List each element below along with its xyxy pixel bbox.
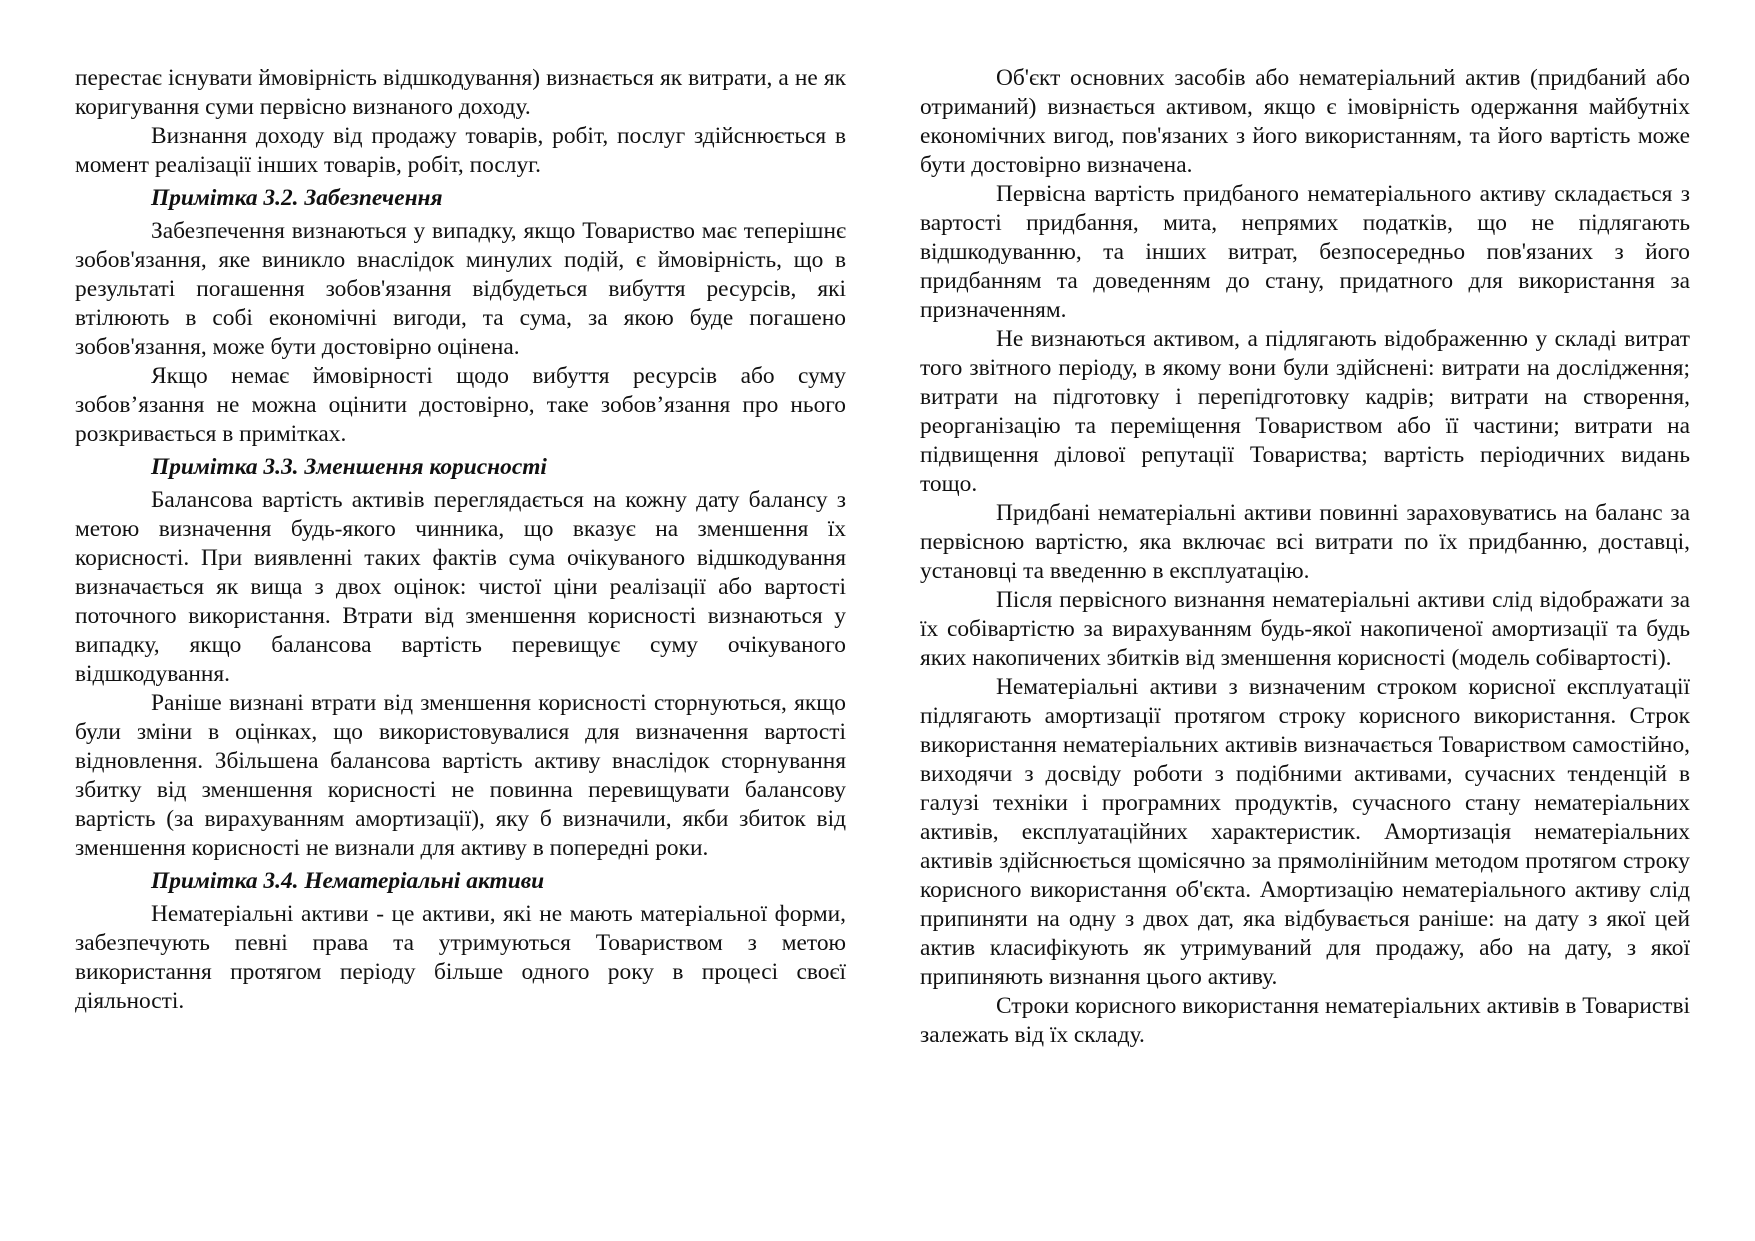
left-column <box>75 64 846 1016</box>
paragraph: Первісна вартість придбаного нематеріального активу складається з вартості придбання, мита, непрямих податків, що не підлягають відшкодуванню, та інших витрат, безпосередньо пов'язаних з його придбанням та доведенням до стану, придатного для використання за призначенням. <box>920 181 1690 323</box>
paragraph: Нематеріальні активи з визначеним строком корисної експлуатації підлягають амортизації протягом строку корисного використання. Строк використання нематеріальних активів визначається Товариством самостійно, виходячи з досвіду роботи з подібними активами, сучасних тенденцій в галузі техніки і програмних продуктів, сучасного стану нематеріальних активів, експлуатаційних характеристик. Амортизація нематеріальних активів здійснюється щомісячно за прямолінійним методом протягом строку корисного використання об'єкта. Амортизацію нематеріального активу слід припиняти на одну з двох дат, яка відбувається раніше: на дату з якої цей актив класифікують як утримуваний для продажу, або на дату, з якої припиняють визнання цього активу. <box>920 674 1690 990</box>
paragraph: Балансова вартість активів переглядається на кожну дату балансу з метою визначення будь-якого чинника, що вказує на зменшення їх корисності. При виявленні таких фактів сума очікуваного відшкодування визначається як вища з двох оцінок: чистої ціни реалізації або вартості поточного використання. Втрати від зменшення корисності визнаються у випадку, якщо балансова вартість перевищує суму очікуваного відшкодування. <box>75 487 846 687</box>
paragraph: Об'єкт основних засобів або нематеріальний актив (придбаний або отриманий) визнається активом, якщо є імовірність одержання майбутніх економічних вигод, пов'язаних з його використанням, та його вартість може бути достовірно визначена. <box>920 65 1690 178</box>
right-column <box>920 64 1690 1050</box>
section-heading: Примітка 3.2. Забезпечення <box>151 185 443 211</box>
paragraph: Не визнаються активом, а підлягають відображенню у складі витрат того звітного періоду, в якому вони були здійснені: витрати на дослідження; витрати на підготовку і перепідготовку кадрів; витрати на створення, реорганізацію та переміщення Товариством або її частини; витрати на підвищення ділової репутації Товариства; вартість періодичних видань тощо. <box>920 326 1690 497</box>
paragraph: Придбані нематеріальні активи повинні зараховуватись на баланс за первісною вартістю, яка включає всі витрати по їх придбанню, доставці, установці та введенню в експлуатацію. <box>920 500 1690 584</box>
paragraph: Забезпечення визнаються у випадку, якщо Товариство має теперішнє зобов'язання, яке виникло внаслідок минулих подій, є ймовірність, що в результаті погашення зобов'язання відбудеться вибуття ресурсів, які втілюють в собі економічні вигоди, та сума, за якою буде погашено зобов'язання, може бути достовірно оцінена. <box>75 218 846 360</box>
section-heading: Примітка 3.4. Нематеріальні активи <box>151 868 545 894</box>
section-heading: Примітка 3.3. Зменшення корисності <box>151 454 547 480</box>
paragraph: Визнання доходу від продажу товарів, робіт, послуг здійснюється в момент реалізації інших товарів, робіт, послуг. <box>75 123 846 178</box>
paragraph: Раніше визнані втрати від зменшення корисності сторнуються, якщо були зміни в оцінках, що використовувалися для визначення вартості відновлення. Збільшена балансова вартість активу внаслідок сторнування збитку від зменшення корисності не повинна перевищувати балансову вартість (за вирахуванням амортизації), яку б визначили, якби збиток від зменшення корисності не визнали для активу в попередні роки. <box>75 690 846 861</box>
paragraph: Якщо немає ймовірності щодо вибуття ресурсів або суму зобов’язання не можна оцінити достовірно, таке зобов’язання про нього розкривається в примітках. <box>75 363 846 447</box>
paragraph: перестає існувати ймовірність відшкодування) визнається як витрати, а не як коригування суми первісно визнаного доходу. <box>75 65 846 120</box>
paragraph: Після первісного визнання нематеріальні активи слід відображати за їх собівартістю за вирахуванням будь-якої накопиченої амортизації та будь яких накопичених збитків від зменшення корисності (модель собівартості). <box>920 587 1690 671</box>
paragraph: Строки корисного використання нематеріальних активів в Товаристві залежать від їх складу. <box>920 993 1690 1048</box>
paragraph: Нематеріальні активи - це активи, які не мають матеріальної форми, забезпечують певні права та утримуються Товариством з метою використання протягом періоду більше одного року в процесі своєї діяльності. <box>75 901 846 1014</box>
